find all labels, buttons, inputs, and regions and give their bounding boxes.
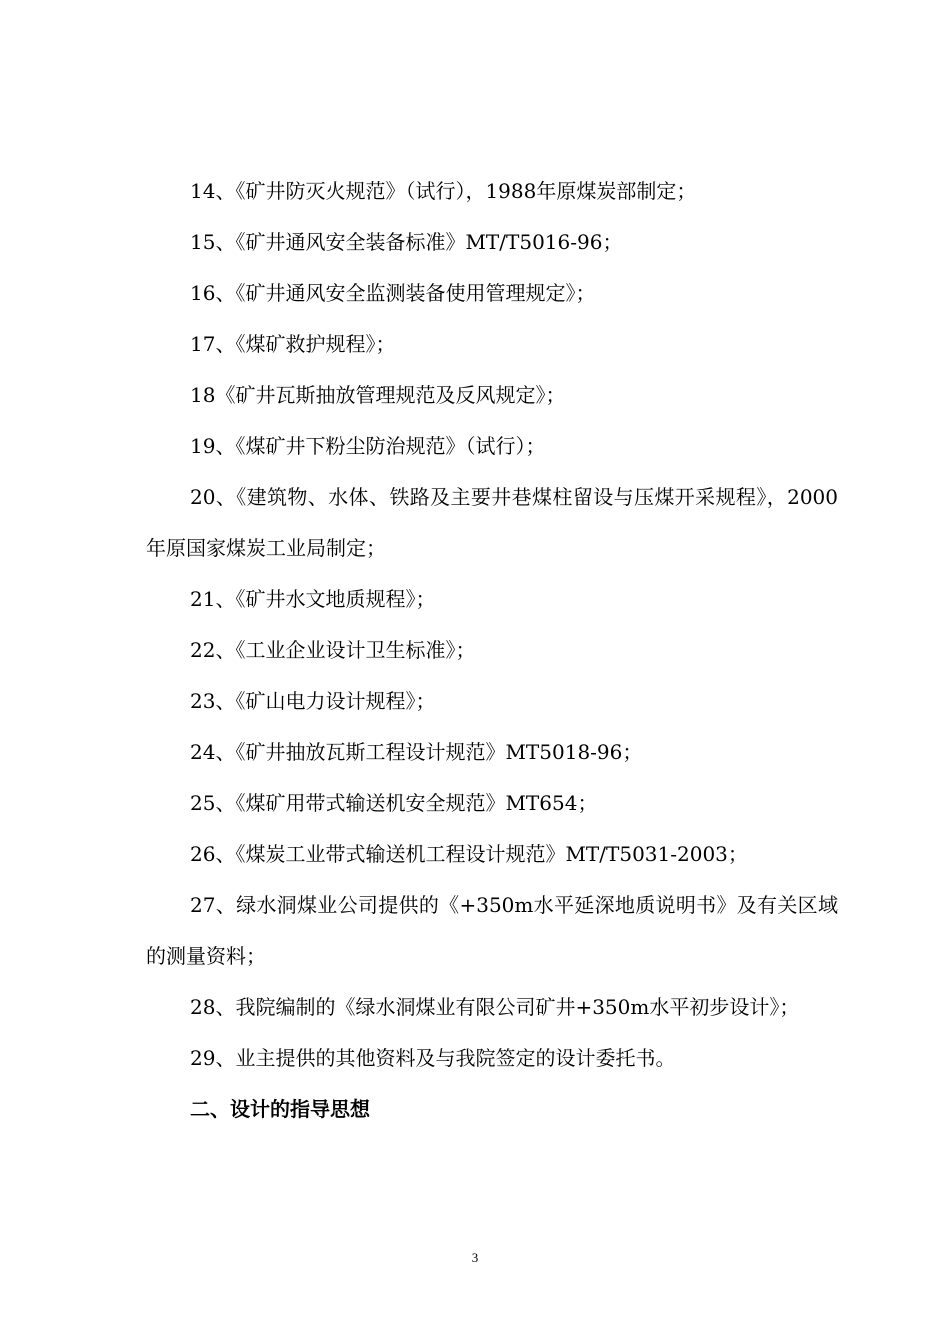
list-item: 19、《煤矿井下粉尘防治规范》（试行）； [190,434,546,458]
list-item: 22、《工业企业设计卫生标准》； [190,638,476,662]
list-item: 15、《矿井通风安全装备标准》MT/T5016-96； [190,230,623,254]
list-item: 21、《矿井水文地质规程》； [190,587,436,611]
list-item: 24、《矿井抽放瓦斯工程设计规范》MT5018-96； [190,740,643,764]
list-item: 17、《煤矿救护规程》； [190,332,396,356]
list-item: 29、业主提供的其他资料及与我院签定的设计委托书。 [190,1046,676,1070]
list-item: 26、《煤炭工业带式输送机工程设计规范》MT/T5031-2003； [190,842,748,866]
list-item: 18《矿井瓦斯抽放管理规范及反风规定》； [190,383,566,407]
page-number: 3 [471,1250,479,1265]
list-item: 23、《矿山电力设计规程》； [190,689,436,713]
list-item: 20、《建筑物、水体、铁路及主要井巷煤柱留设与压煤开采规程》，2000年原国家煤炭工业局制定； [146,485,838,560]
list-item: 16、《矿井通风安全监测装备使用管理规定》； [190,281,596,305]
document-body [146,166,838,1135]
list-item: 25、《煤矿用带式输送机安全规范》MT654； [190,791,598,815]
section-heading: 二、设计的指导思想 [190,1097,370,1121]
list-item: 27、绿水洞煤业公司提供的《+350m水平延深地质说明书》及有关区域的测量资料； [146,893,838,968]
list-item: 28、我院编制的《绿水洞煤业有限公司矿井+350m水平初步设计》； [190,995,800,1019]
list-item: 14、《矿井防灭火规范》（试行），1988年原煤炭部制定； [190,179,697,203]
